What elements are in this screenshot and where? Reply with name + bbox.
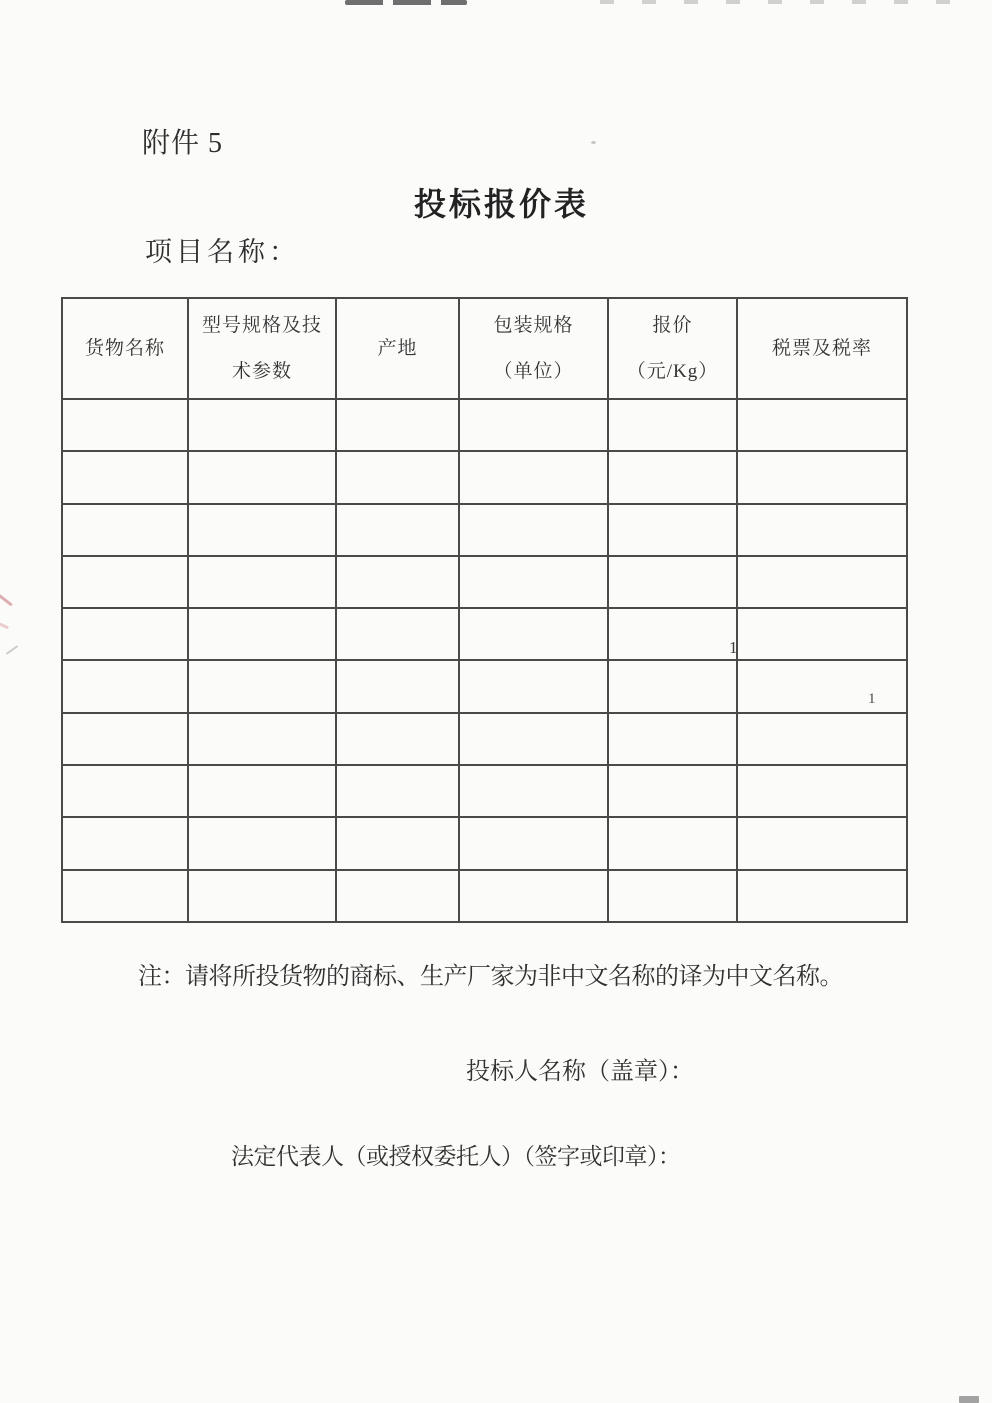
table-cell-empty — [336, 765, 459, 817]
table-cell-empty — [737, 451, 907, 503]
col-header-goods-name — [62, 298, 188, 399]
table-cell-empty — [608, 660, 737, 712]
table-cell-empty — [737, 399, 907, 451]
table-cell-empty — [459, 713, 608, 765]
table-cell-empty — [62, 608, 188, 660]
bidder-signature-label: 投标人名称（盖章）： — [466, 1059, 694, 1085]
scan-artifact-top-faint — [600, 0, 975, 4]
table-cell-empty — [608, 504, 737, 556]
table-cell-empty — [62, 713, 188, 765]
table-cell-empty — [62, 399, 188, 451]
table-cell-empty — [608, 556, 737, 608]
table-row — [62, 451, 907, 503]
table-row — [62, 765, 907, 817]
col-header-text: 产地 — [377, 337, 418, 359]
table-cell-empty — [608, 399, 737, 451]
table-cell-empty — [459, 504, 608, 556]
table-cell-empty — [459, 556, 608, 608]
col-header-text: 型号规格及技 — [201, 314, 322, 336]
table-cell-empty — [188, 713, 336, 765]
col-header-text: 税票及税率 — [771, 337, 872, 359]
table-row — [62, 660, 907, 712]
scan-artifact-top-dark — [345, 0, 467, 5]
table-cell-empty — [336, 660, 459, 712]
table-cell-empty — [336, 608, 459, 660]
table-cell-empty — [459, 608, 608, 660]
table-cell-empty — [608, 451, 737, 503]
table-cell-empty — [737, 817, 907, 869]
table-cell-empty — [188, 660, 336, 712]
col-header-text: 术参数 — [231, 360, 292, 382]
table-cell-empty — [188, 870, 336, 922]
table-cell-empty — [188, 399, 336, 451]
table-cell-empty — [188, 765, 336, 817]
table-cell-empty — [737, 556, 907, 608]
table-cell-empty — [737, 504, 907, 556]
table-header-row — [62, 298, 907, 399]
table-cell-empty — [459, 660, 608, 712]
table-row — [62, 556, 907, 608]
table-cell-empty — [336, 399, 459, 451]
table-cell-empty — [188, 451, 336, 503]
table-cell-empty — [62, 817, 188, 869]
table-row — [62, 870, 907, 922]
legal-rep-signature-label: 法定代表人（或授权委托人）（签字或印章）： — [231, 1144, 681, 1169]
bid-quotation-table — [61, 297, 908, 923]
table-cell-empty — [336, 451, 459, 503]
table-cell-empty — [62, 660, 188, 712]
table-cell-empty — [608, 765, 737, 817]
table-cell-empty — [459, 765, 608, 817]
table-cell-empty — [737, 870, 907, 922]
table-cell-empty — [62, 504, 188, 556]
table-cell-empty — [188, 817, 336, 869]
col-header-text: 报价 — [652, 314, 693, 336]
table-header — [62, 298, 907, 399]
table-cell-empty — [336, 556, 459, 608]
col-header-model-spec-params — [188, 298, 336, 399]
table-cell-empty — [737, 608, 907, 660]
table-row — [62, 608, 907, 660]
project-name-label: 项目名称： — [145, 237, 300, 267]
table-cell-empty — [459, 399, 608, 451]
table-cell-empty — [737, 713, 907, 765]
scan-artifact-pink-mark — [0, 622, 9, 630]
table-cell-empty — [737, 765, 907, 817]
col-header-text: （单位） — [493, 360, 574, 382]
table-row — [62, 399, 907, 451]
col-header-tax-invoice-rate — [737, 298, 907, 399]
scan-digit-artifact: 1 — [729, 638, 738, 657]
table-cell-empty — [62, 765, 188, 817]
scan-artifact-pink-mark — [0, 592, 13, 606]
scan-artifact-dot — [591, 141, 596, 144]
table-cell-empty — [608, 870, 737, 922]
col-header-price-yuan-per-kg — [608, 298, 737, 399]
table-cell-empty — [608, 608, 737, 660]
scan-digit-artifact: 1 — [868, 691, 876, 707]
attachment-label: 附件 5 — [142, 128, 224, 159]
table-cell-empty — [459, 870, 608, 922]
note-text: 注：请将所投货物的商标、生产厂家为非中文名称的译为中文名称。 — [138, 964, 843, 990]
table-cell-empty — [188, 608, 336, 660]
page-title: 投标报价表 — [414, 186, 590, 222]
col-header-text: 货物名称 — [84, 337, 165, 359]
table-cell-empty — [336, 817, 459, 869]
scan-artifact-corner-mark — [959, 1396, 979, 1403]
col-header-packaging-unit — [459, 298, 608, 399]
col-header-text: （元/Kg） — [626, 360, 719, 382]
table-cell-empty — [459, 817, 608, 869]
table-row — [62, 504, 907, 556]
col-header-text: 包装规格 — [493, 314, 574, 336]
table-cell-empty — [608, 817, 737, 869]
table-body — [62, 399, 907, 922]
table-cell-empty — [188, 504, 336, 556]
scan-artifact-gray-mark — [6, 645, 19, 655]
table-cell-empty — [608, 713, 737, 765]
table-cell-empty — [336, 504, 459, 556]
table-cell-empty — [459, 451, 608, 503]
table-cell-empty — [188, 556, 336, 608]
table-cell-empty — [62, 451, 188, 503]
table-cell-empty — [336, 713, 459, 765]
table-row — [62, 713, 907, 765]
table-cell-empty — [62, 556, 188, 608]
table-cell-empty — [737, 660, 907, 712]
table-cell-empty — [336, 870, 459, 922]
col-header-origin — [336, 298, 459, 399]
table-row — [62, 817, 907, 869]
table-cell-empty — [62, 870, 188, 922]
